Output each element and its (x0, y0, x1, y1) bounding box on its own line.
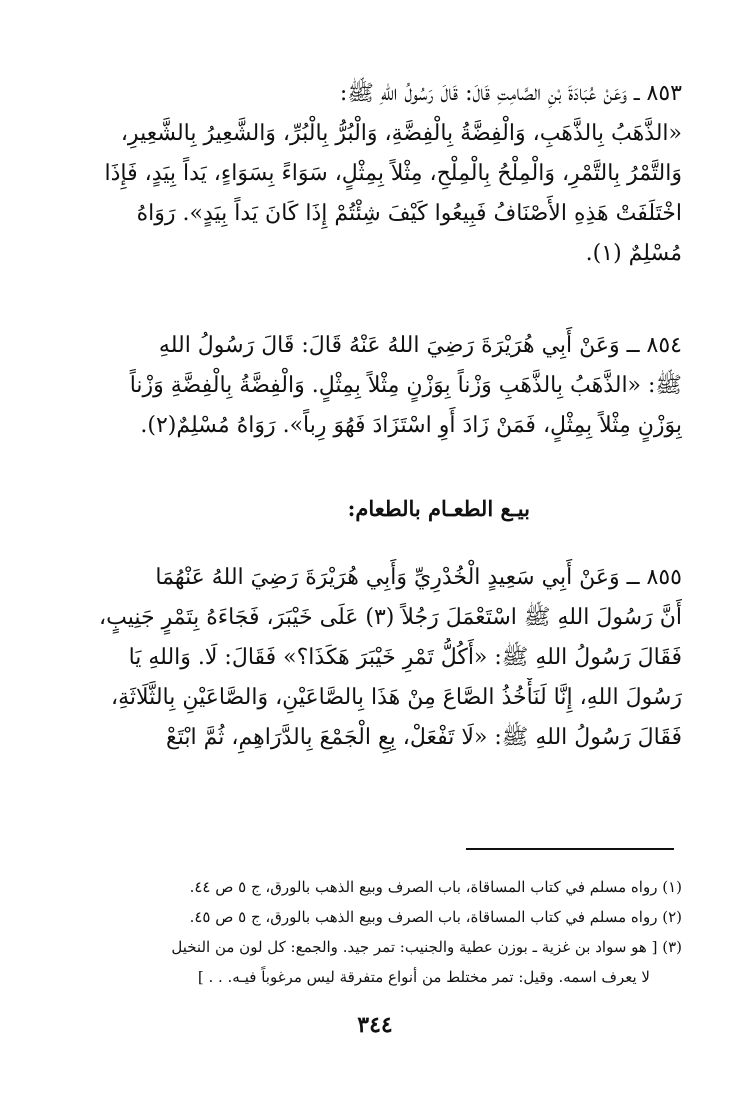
text-line: اخْتَلَفَتْ هَذِهِ الأَصْنَافُ فَبِيعُوا كَيْفَ شِئْتُمْ إِذَا كَانَ يَداً بِيَدٍ». رَوَاهُ (136, 201, 682, 226)
text-line: «الذَّهَبُ بِالذَّهَبِ، وَالْفِضَّةُ بِالْفِضَّةِ، وَالْبُرُّ بِالْبُرِّ، وَالشَّعِيرُ بِالشَّعِيرِ، (120, 121, 682, 146)
hadith-855 (55, 558, 682, 758)
text-line: فَقَالَ رَسُولُ اللهِ ﷺ: «أَكُلُّ تَمْرِ خَيْبَرَ هَكَذَا؟» فَقَالَ: لَا. وَاللهِ يَا (128, 645, 682, 670)
text-line: أَنَّ رَسُولَ اللهِ ﷺ اسْتَعْمَلَ رَجُلاً (٣) عَلَى خَيْبَرَ، فَجَاءَهُ بِتَمْرٍ جَنِيبٍ، (99, 605, 682, 630)
text-line: مُسْلِمٌ (١). (585, 241, 682, 266)
hadith-853 (55, 74, 682, 274)
footnote-2: (٢) رواه مسلم في كتاب المساقاة، باب الصرف وبيع الذهب بالورق، ج ٥ ص ٤٥. (189, 908, 682, 926)
text-line: ٨٥٣ ــ وَعَنْ عُبَادَةَ بْنِ الصَّامِتِ قَالَ: قَالَ رَسُولُ اللهِ ﷺ: (339, 81, 682, 106)
section-heading: بيـع الطعـام بالطعام: (347, 496, 530, 521)
text-line: ﷺ: «الذَّهَبُ بِالذَّهَبِ وَزْناً بِوَزْنٍ مِثْلاً بِمِثْلٍ. وَالْفِضَّةُ بِالْفِضَّةِ وَزْناً (129, 373, 682, 398)
footnote-1: (١) رواه مسلم في كتاب المساقاة، باب الصرف وبيع الذهب بالورق، ج ٥ ص ٤٤. (189, 878, 682, 896)
text-line: ٨٥٥ ــ وَعَنْ أَبِي سَعِيدٍ الْخُدْرِيِّ وَأَبِي هُرَيْرَةَ رَضِيَ اللهُ عَنْهُمَا (155, 565, 682, 590)
footnote-3-continuation: لا يعرف اسمه. وقيل: تمر مختلط من أنواع متفرقة ليس مرغوباً فيـه. . . ] (197, 968, 650, 986)
text-line: بِوَزْنٍ مِثْلاً بِمِثْلٍ، فَمَنْ زَادَ أَوِ اسْتَزَادَ فَهُوَ رِباً». رَوَاهُ مُسْلِمٌ(٢). (140, 413, 682, 438)
page-number: ٣٤٤ (357, 1012, 393, 1038)
text-line: رَسُولَ اللهِ، إِنَّا لَنَأْخُذُ الصَّاعَ مِنْ هَذَا بِالصَّاعَيْنِ، وَالصَّاعَيْنِ بِالثَّلَاثَةِ، (111, 685, 682, 710)
text-line: ٨٥٤ ــ وَعَنْ أَبِي هُرَيْرَةَ رَضِيَ اللهُ عَنْهُ قَالَ: قَالَ رَسُولُ اللهِ (158, 333, 682, 358)
hadith-854 (55, 326, 682, 446)
footnote-divider (466, 848, 674, 850)
footnote-3: (٣) [ هو سواد بن غزية ـ بوزن عطية والجنيب: تمر جيد. والجمع: كل لون من النخيل (171, 938, 682, 956)
text-line: فَقَالَ رَسُولُ اللهِ ﷺ: «لَا تَفْعَلْ، بِعِ الْجَمْعَ بِالدَّرَاهِمِ، ثُمَّ ابْتَعْ (166, 725, 682, 750)
footnotes (55, 872, 682, 992)
text-line: وَالتَّمْرُ بِالتَّمْرِ، وَالْمِلْحُ بِالْمِلْحِ، مِثْلاً بِمِثْلٍ، سَوَاءً بِسَوَاءٍ، يَداً بِيَدٍ، فَإِذَا (104, 161, 682, 186)
